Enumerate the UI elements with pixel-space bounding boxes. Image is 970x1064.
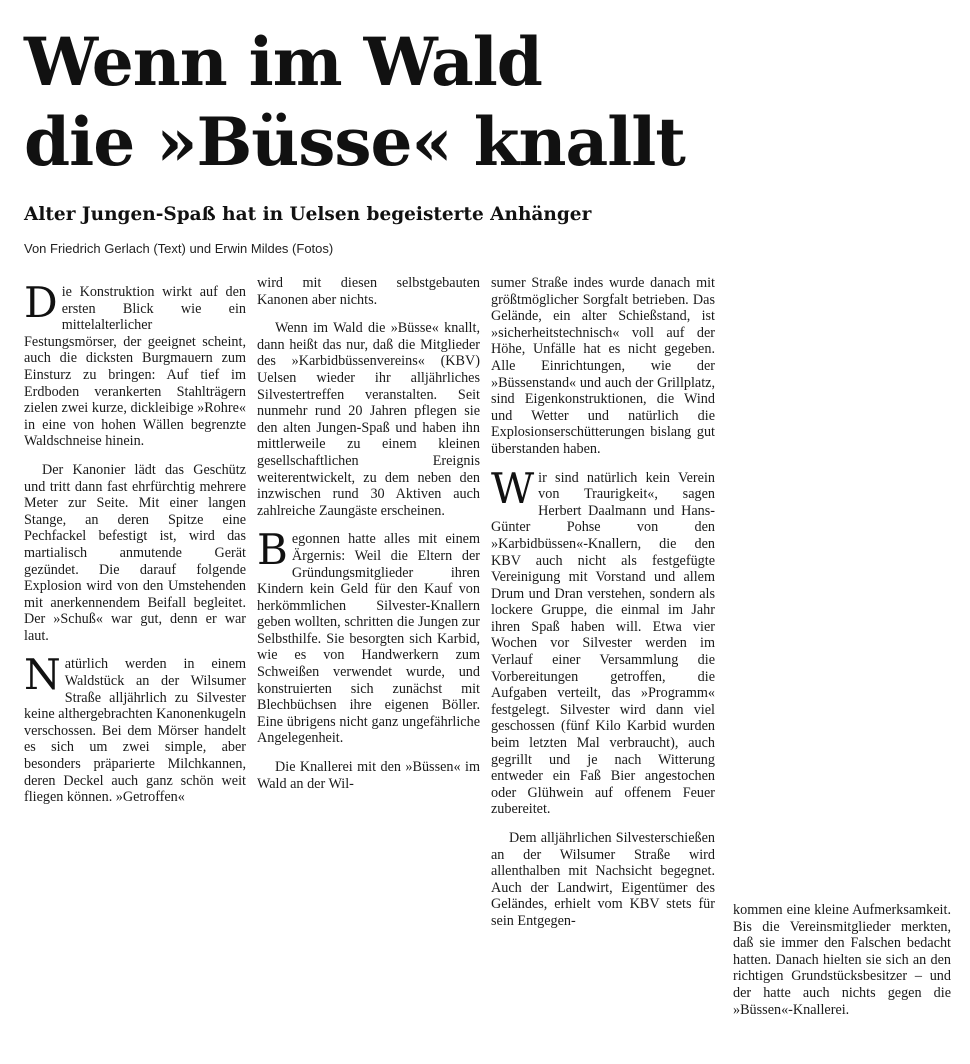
paragraph: Die Knallerei mit den »Büssen« im Wald an der Wil-	[257, 759, 480, 792]
paragraph	[257, 525, 480, 747]
paragraph: sumer Straße indes wurde danach mit größtmöglicher Sorgfalt betrieben. Das Gelände, ein alter Schießstand, ist »sicherheitstechnisch« voll auf der Höhe, Unfälle hat es nicht gegeben. Alle Einrichtungen, wie der »Büssenstand« und auch der Grillplatz, sind Eigenkonstruktionen, die Wind und Wetter und natürlich die Explosionserschütterungen bislang gut überstanden haben.	[491, 275, 715, 457]
byline: Von Friedrich Gerlach (Text) und Erwin Mildes (Fotos)	[24, 241, 334, 256]
paragraph	[24, 650, 246, 806]
drop-cap: D	[24, 278, 58, 327]
article-column-4	[733, 902, 951, 1018]
paragraph: kommen eine kleine Aufmerksamkeit. Bis die Vereinsmitglieder merkten, daß sie immer den Falschen bedacht hatten. Danach hielten sie sich an den richtigen Grundstücksbesitzer – und der hatte auch nichts gegen die »Büssen«-Knallerei.	[733, 902, 951, 1018]
paragraph-text: atürlich werden in einem Waldstück an der Wilsumer Straße alljährlich zu Silvester keine althergebrachten Kanonenkugeln verschossen. Bei dem Mörser handelt es sich um zwei simple, aber besonders präparierte Milchkannen, deren Deckel auch ganz schön weit fliegen können. »Getroffen«	[24, 656, 246, 806]
article-column-1	[24, 278, 246, 818]
article-column-2	[257, 275, 480, 792]
paragraph	[491, 463, 715, 818]
drop-cap: W	[491, 463, 535, 513]
paragraph: wird mit diesen selbstgebauten Kanonen aber nichts.	[257, 275, 480, 308]
paragraph-text: ir sind natürlich kein Verein von Traurigkeit«, sagen Herbert Daalmann und Hans-Günter Pohse von den »Karbidbüssen«-Knallern, die den KBV auch nicht als festgefügte Vereinigung mit Vorstand und allem Drum und Dran verstehen, sondern als lockere Gruppe, die einmal im Jahr ihren Spaß haben will. Etwa vier Wochen vor Silvester werden im Verlauf einer Versammlung die Vorbereitungen getroffen, die Aufgaben verteilt, das »Programm« festgelegt. Silvester wird dann viel geschossen (fünf Kilo Karbid wurden beim letzten Mal verbraucht), auch gegrillt und je nach Witterung entweder ein Faß Bier angestochen oder Glühwein auf offenem Feuer zubereitet.	[491, 469, 715, 818]
paragraph-text: ie Konstruktion wirkt auf den ersten Blick wie ein mittelalterlicher Festungsmörser, der geeignet scheint, auch die dicksten Burgmauern zum Einsturz zu bringen: Auf tief im Erdboden verankerten Stahlträgern zielen zwei kurze, dickleibige »Rohre« in eine von hohen Wällen begrenzte Waldschneise hinein.	[24, 284, 246, 450]
paragraph: Wenn im Wald die »Büsse« knallt, dann heißt das nur, daß die Mitglieder des »Karbidbüssenvereins« (KBV) Uelsen wieder ihr alljährliches Silvestertreffen veranstalten. Seit nunmehr rund 20 Jahren pflegen sie den alten Jungen-Spaß und haben ihn mittlerweile zu einem kleinen gesellschaftlichen Ereignis weiterentwickelt, zu dem neben den inzwischen rund 30 Aktiven auch zahlreiche Zaungäste erscheinen.	[257, 320, 480, 519]
paragraph	[24, 278, 246, 450]
paragraph: Dem alljährlichen Silvesterschießen an der Wilsumer Straße wird allenthalben mit Nachsicht begegnet. Auch der Landwirt, Eigentümer des Geländes, erhielt vom KBV stets für sein Entgegen-	[491, 830, 715, 929]
drop-cap: B	[257, 525, 288, 575]
paragraph-text: egonnen hatte alles mit einem Ärgernis: Weil die Eltern der Gründungsmitglieder ihren Kindern kein Geld für den Kauf von herkömmlichen Silvester-Knallern geben wollten, schritten die Jungen zur Selbsthilfe. Sie besorgten sich Karbid, wie es von Handwerkern zum Schweißen verwendet wurde, und konstruierten sich zunächst mit Blechbüchsen ihre eigenen Böller. Eine übrigens nicht ganz ungefährliche Angelegenheit.	[257, 531, 480, 747]
subtitle: Alter Jungen-Spaß hat in Uelsen begeisterte Anhänger	[24, 204, 592, 225]
headline-line-2: die »Büsse« knallt	[24, 103, 685, 181]
headline-line-1: Wenn im Wald	[24, 23, 542, 101]
article-column-3	[491, 275, 715, 930]
drop-cap: N	[24, 650, 61, 700]
paragraph: Der Kanonier lädt das Geschütz und tritt dann fast ehrfürchtig mehrere Meter zur Seite. Mit einer langen Stange, an deren Spitze eine Pechfackel befestigt ist, wird das martialisch anmutende Gerät gezündet. Die darauf folgende Explosion wird von den Umstehenden mit anerkennendem Beifall begleitet. Der »Schuß« war gut, denn er war laut.	[24, 461, 246, 644]
headline	[24, 22, 685, 182]
